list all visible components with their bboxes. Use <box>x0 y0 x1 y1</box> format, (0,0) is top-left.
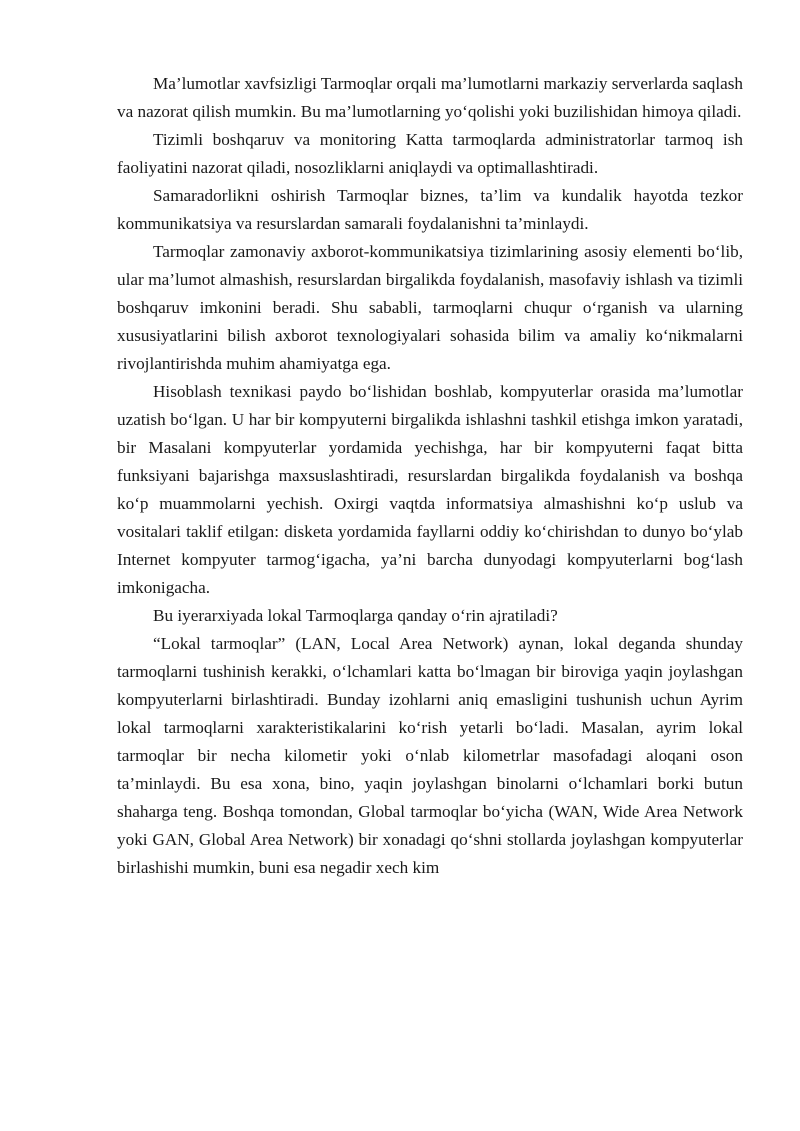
document-body <box>117 70 743 882</box>
paragraph-history: Hisoblash texnikasi paydo bo‘lishidan boshlab, kompyuterlar orasida ma’lumotlar uzatish bo‘lgan. U har bir kompyuterni birgalikda ishlashni tashkil etishga imkon yaratadi, bir Masalani kompyuterlar yordamida yechishga, har bir kompyuterni faqat bitta funksiyani bajarishga maxsuslashtiradi, resurslardan birgalikda foydalanish va boshqa ko‘p muammolarni yechish. Oxirgi vaqtda informatsiya almashishni ko‘p uslub va vositalari taklif etilgan: disketa yordamida fayllarni oddiy ko‘chirishdan to dunyo bo‘ylab Internet kompyuter tarmog‘igacha, ya’ni barcha dunyodagi kompyuterlarni bog‘lash imkonigacha. <box>117 382 743 597</box>
paragraph-question: Bu iyerarxiyada lokal Tarmoqlarga qanday o‘rin ajratiladi? <box>153 606 558 625</box>
paragraph-efficiency: Samaradorlikni oshirish Tarmoqlar biznes, ta’lim va kundalik hayotda tezkor kommunikatsiya va resurslardan samarali foydalanishni ta’minlaydi. <box>117 186 743 233</box>
paragraph-data-security: Ma’lumotlar xavfsizligi Tarmoqlar orqali ma’lumotlarni markaziy serverlarda saqlash va nazorat qilish mumkin. Bu ma’lumotlarning yo‘qolishi yoki buzilishidan himoya qiladi. <box>117 74 743 121</box>
paragraph-system-management: Tizimli boshqaruv va monitoring Katta tarmoqlarda administratorlar tarmoq ish faoliyatini nazorat qiladi, nosozliklarni aniqlaydi va optimallashtiradi. <box>117 130 743 177</box>
paragraph-networks-summary: Tarmoqlar zamonaviy axborot-kommunikatsiya tizimlarining asosiy elementi bo‘lib, ular ma’lumot almashish, resurslardan birgalikda foydalanish, masofaviy ishlash va tizimli boshqaruv imkonini beradi. Shu sababli, tarmoqlarni chuqur o‘rganish va ularning xususiyatlarini bilish axborot texnologiyalari sohasida bilim va amaliy ko‘nikmalarni rivojlantirishda muhim ahamiyatga ega. <box>117 242 743 373</box>
paragraph-lan-definition: “Lokal tarmoqlar” (LAN, Local Area Network) aynan, lokal deganda shunday tarmoqlarni tushinish kerakki, o‘lchamlari katta bo‘lmagan bir biroviga yaqin joylashgan kompyuterlarni birlashtiradi. Bunday izohlarni aniq emasligini tushunish uchun Ayrim lokal tarmoqlarni xarakteristikalarini ko‘rish yetarli bo‘ladi. Masalan, ayrim lokal tarmoqlar bir necha kilometir yoki o‘nlab kilometrlar masofadagi aloqani oson ta’minlaydi. Bu esa xona, bino, yaqin joylashgan binolarni o‘lchamlari borki butun shaharga teng. Boshqa tomondan, Global tarmoqlar bo‘yicha (WAN, Wide Area Network yoki GAN, Global Area Network) bir xonadagi qo‘shni stollarda joylashgan kompyuterlar birlashishi mumkin, buni esa negadir xech kim <box>117 634 743 877</box>
